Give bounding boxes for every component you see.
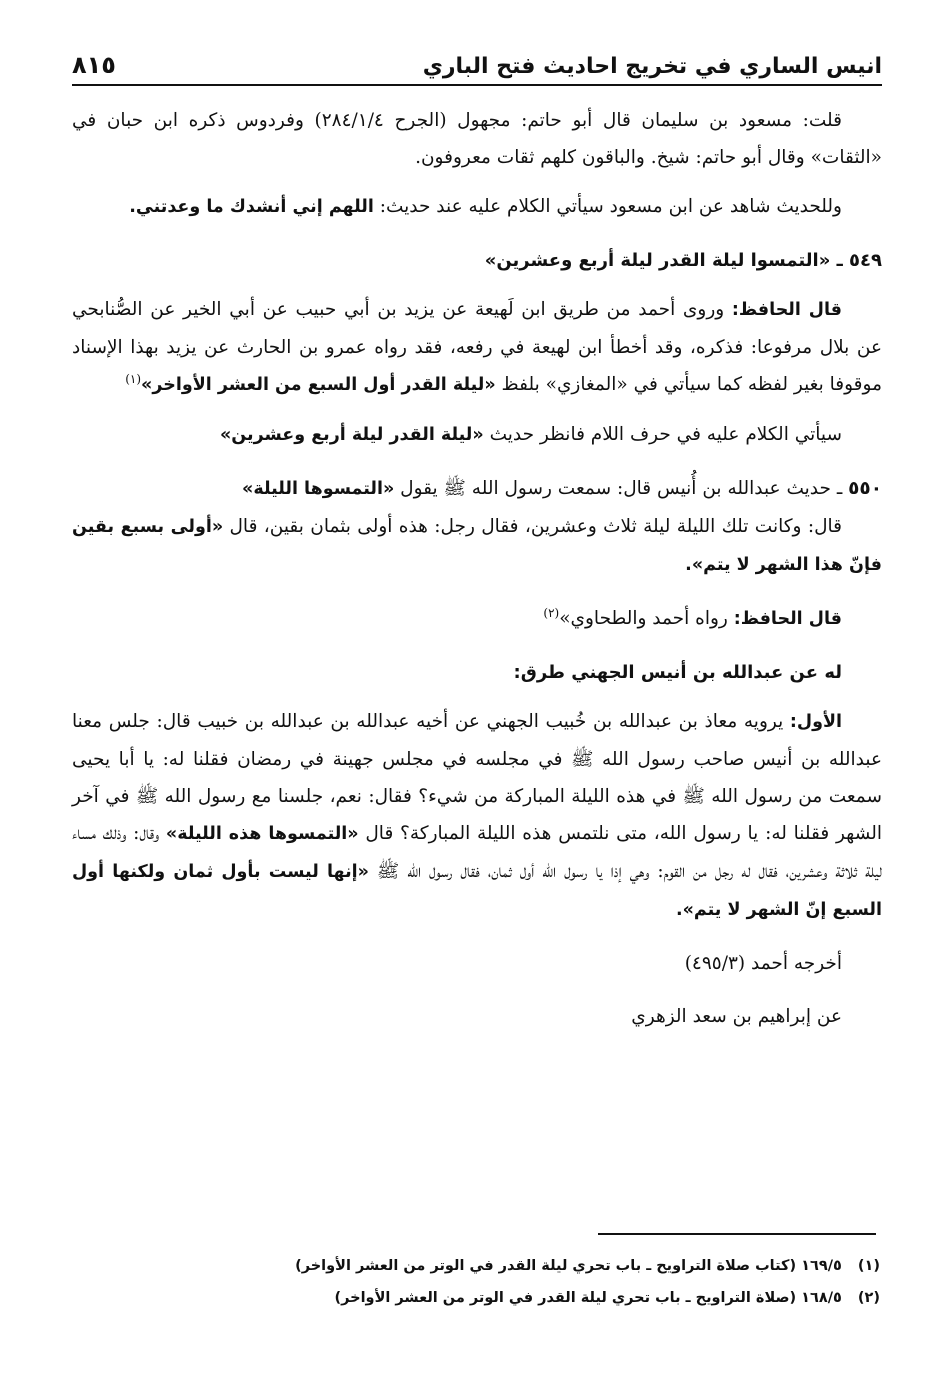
- page: [72, 30, 882, 1047]
- footnote-1-text: ١٦٩/٥ (كتاب صلاة التراويح ـ باب تحري ليلة القدر في الوتر من العشر الأواخر): [295, 1258, 842, 1274]
- paragraph-5-text: قال: وكانت تلك الليلة ليلة ثلاث وعشرين، فقال رجل: هذه أولى بثمان بقين، قال: [223, 516, 843, 537]
- paragraph-9: [72, 998, 882, 1035]
- hadith-549-heading: [72, 242, 882, 279]
- footnote-1: [120, 1250, 880, 1282]
- hadith-550-number: ٥٥٠: [848, 478, 882, 499]
- paragraph-7-label: الأول:: [789, 712, 842, 732]
- page-body: [72, 102, 882, 1035]
- footnote-2: [120, 1282, 880, 1314]
- paragraph-9-text: عن إبراهيم بن سعد الزهري: [631, 1006, 842, 1027]
- paragraph-3-text: وروى أحمد من طريق ابن لَهيعة عن يزيد بن أبي حبيب عن أبي الخير عن الصُّنابحي عن بلال مرفوعا: فذكره، وقد أخطأ ابن لهيعة في رفعه، فقد رواه عمرو بن الحارث عن يزيد بهذا الإسناد موقوفا بغير لفظه كما سيأتي في «المغازي» بلفظ: [72, 299, 882, 395]
- footnote-2-text: ١٦٨/٥ (صلاة التراويح ـ باب تحري ليلة القدر في الوتر من العشر الأواخر): [334, 1290, 842, 1306]
- hadith-549-title: «التمسوا ليلة القدر ليلة أربع وعشرين»: [484, 250, 831, 271]
- paragraph-3-label: قال الحافظ:: [731, 300, 842, 320]
- paragraph-3-bold: «ليلة القدر أول السبع من العشر الأواخر»: [141, 375, 496, 395]
- paragraph-2-bold: اللهم إني أنشدك ما وعدتني.: [129, 197, 374, 217]
- hadith-550-line: [72, 470, 882, 508]
- running-header: [72, 30, 882, 86]
- paragraph-1-text: قلت: مسعود بن سليمان قال أبو حاتم: مجهول (الجرح ٢٨٤/١/٤) وفردوس ذكره ابن حبان في «الثقات» وقال أبو حاتم: شيخ. والباقون كلهم ثقات معروفون.: [72, 110, 882, 168]
- paragraph-3: [72, 291, 882, 404]
- hadith-549-separator: ـ: [830, 250, 850, 271]
- turuq-heading: [72, 654, 882, 691]
- paragraph-8-text: أخرجه أحمد (٤٩٥/٣): [684, 953, 842, 974]
- paragraph-5: [72, 508, 882, 584]
- footnote-2-number: (٢): [857, 1290, 880, 1306]
- paragraph-7-bold-1: «التمسوها هذه الليلة»: [165, 824, 359, 844]
- paragraph-7-bold-2: «إنها ليست بأول ثمان ولكنها أول السبع إنّ الشهر لا يتم».: [72, 862, 882, 920]
- hadith-550-bold: «التمسوها الليلة»: [242, 479, 395, 499]
- paragraph-1: [72, 102, 882, 176]
- paragraph-4-text: سيأتي الكلام عليه في حرف اللام فانظر حديث: [483, 424, 842, 445]
- paragraph-7-text-2: وقال: وذلك مساء ليلة ثلاثة وعشرين، فقال له رجل من القوم: وهي إذا يا رسول الله أول ثمان، فقال رسول الله ﷺ: [72, 823, 882, 882]
- paragraph-5-bold: «أولى بسبع بقين فإنّ هذا الشهر لا يتم».: [72, 517, 882, 575]
- footnote-divider: [598, 1233, 876, 1235]
- page-number: ٨١٥: [72, 51, 116, 80]
- hadith-549-number: ٥٤٩: [849, 250, 882, 271]
- paragraph-4: [72, 416, 882, 454]
- paragraph-2-text: وللحديث شاهد عن ابن مسعود سيأتي الكلام عليه عند حديث:: [373, 196, 842, 217]
- paragraph-7-text: يرويه معاذ بن عبدالله بن خُبيب الجهني عن أخيه عبدالله بن عبدالله بن خبيب قال: جلس معنا عبدالله بن أنيس صاحب رسول الله ﷺ في مجلسه في مجلس جهينة في رمضان فقلنا له: يا أبا يحيى سمعت من رسول الله ﷺ في هذه الليلة المباركة من شيء؟ فقال: نعم، جلسنا مع رسول الله ﷺ في آخر الشهر فقلنا له: يا رسول الله، متى نلتمس هذه الليلة المباركة؟ قال: [72, 711, 882, 844]
- hadith-550-text: حديث عبدالله بن أُنيس قال: سمعت رسول الله ﷺ يقول: [394, 478, 831, 499]
- footnote-ref-1: (١): [125, 371, 142, 386]
- paragraph-2: [72, 188, 882, 226]
- paragraph-6-label: قال الحافظ:: [733, 609, 842, 629]
- footnote-ref-2: (٢): [543, 605, 560, 620]
- book-title: انيس الساري في تخريج احاديث فتح الباري: [422, 53, 882, 79]
- paragraph-8: [72, 945, 882, 982]
- paragraph-4-bold: «ليلة القدر ليلة أربع وعشرين»: [219, 425, 484, 445]
- paragraph-7: [72, 703, 882, 929]
- hadith-550-separator: ـ: [830, 478, 849, 499]
- footnote-1-number: (١): [857, 1258, 880, 1274]
- turuq-title: له عن عبدالله بن أنيس الجهني طرق:: [513, 662, 842, 683]
- paragraph-6: [72, 600, 882, 638]
- footnotes: [120, 1250, 880, 1314]
- paragraph-6-text: رواه أحمد والطحاوي»: [559, 608, 734, 629]
